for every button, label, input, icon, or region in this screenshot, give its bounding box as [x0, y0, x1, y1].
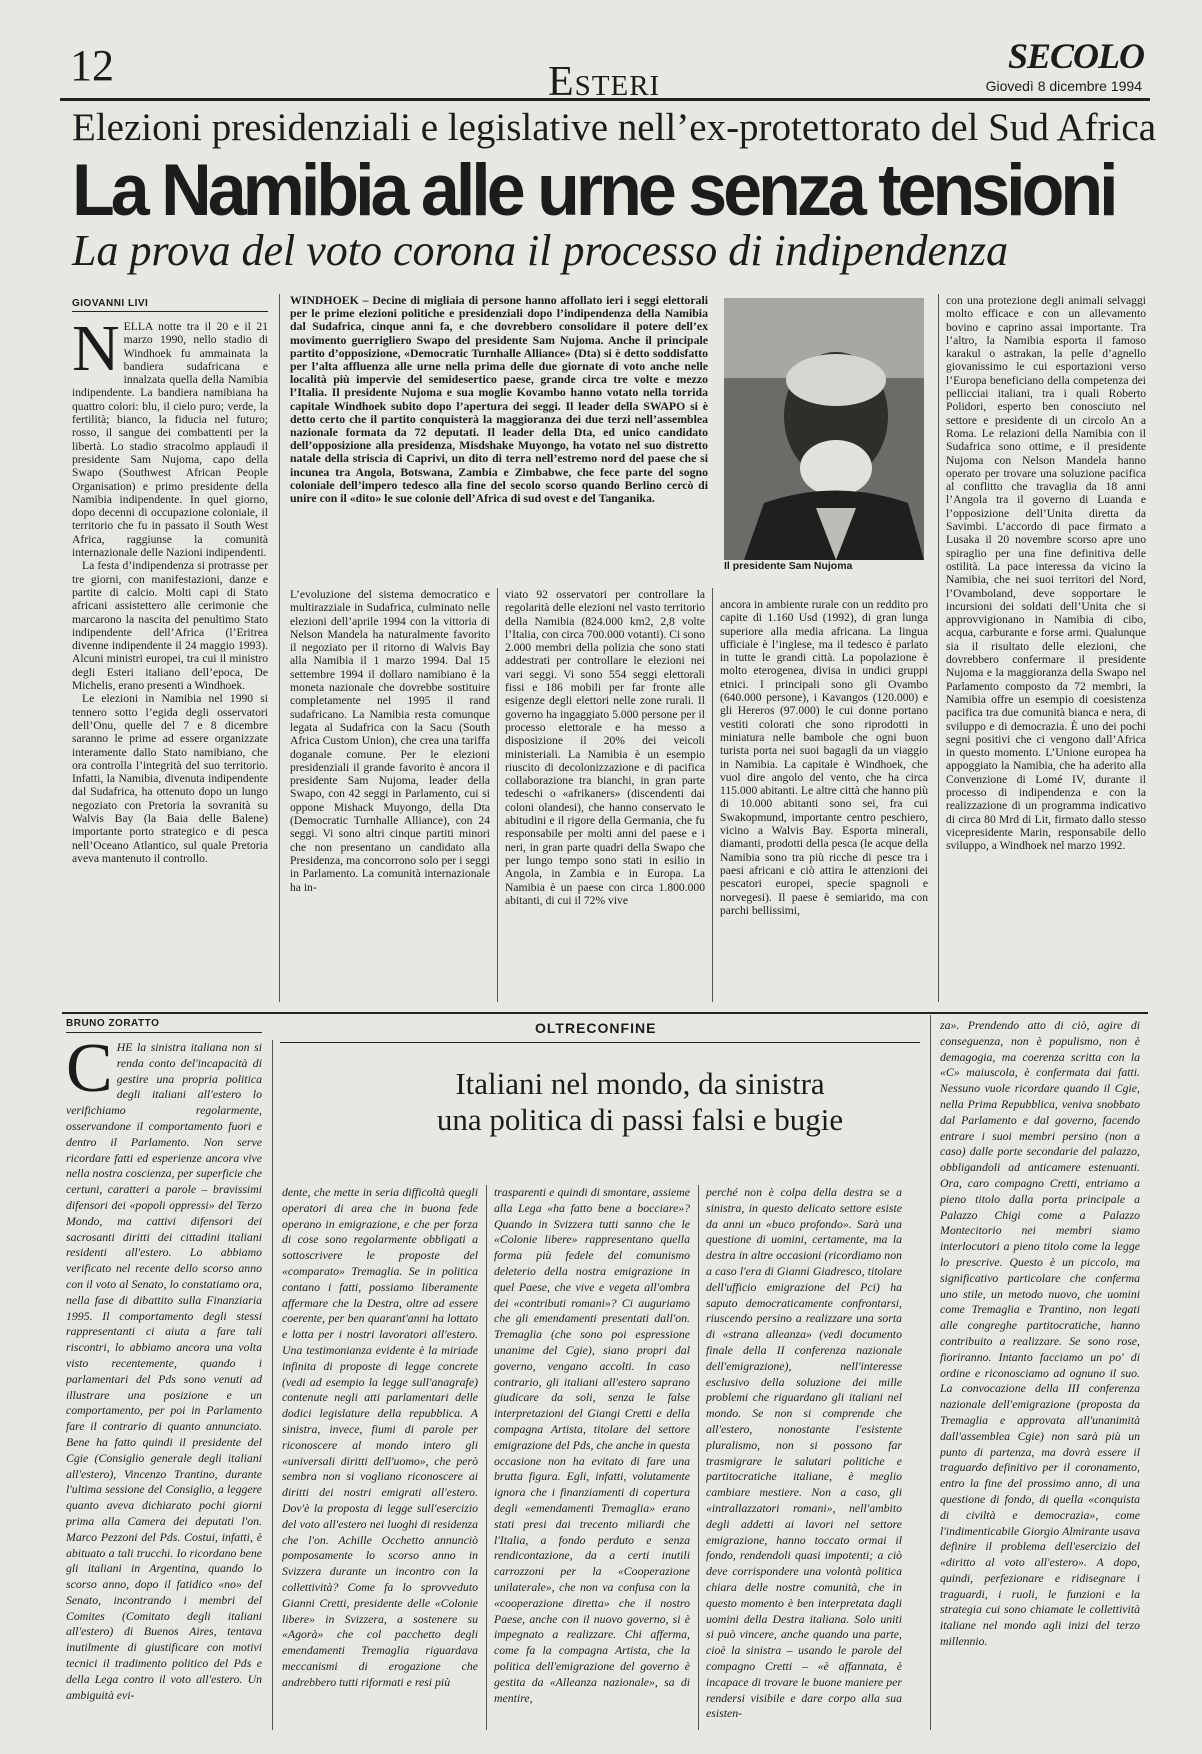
oltre-byline: BRUNO ZORATTO [66, 1018, 160, 1029]
newspaper-logo: SECOLO [1007, 36, 1144, 76]
article-byline: GIOVANNI LIVI [72, 298, 149, 309]
byline-rule [66, 1032, 262, 1033]
section-title: Esteri [548, 59, 661, 105]
column-divider [698, 1185, 699, 1730]
article-column-1 [72, 320, 268, 1020]
portrait-illustration [724, 298, 924, 560]
portrait-photo [724, 298, 924, 560]
oltre-paragraph: HE la sinistra italiana non si renda conto del'incapacità di gestire una propria politica degli italiani all'estero lo verifichiamo regolarmente, osservandone il comportamento fuori e dentro il Parlamento. Non serve ricordare fatti ed esperienze ancora vive nella nostra coscienza, per superficie che certuni, caratteri a parole – bravissimi difensori dei «popoli oppressi» del Terzo Mondo, ma cattivi difensori dei sacrosanti diritti dei cittadini italiani residenti all'estero. Lo abbiamo verificato nel recente dello scorso anno con il voto al Senato, lo constatiamo ora, nella fase di dibattito sulla Finanziaria 1995. Il comportamento degli stessi rappresentanti ci aiuta a fare tali riscontri, lo abbiamo ancora una volta visto recentemente, quando i parlamentari del Pds sono venuti ad illustrare una posizione e un comportamento, per poi in Parlamento fare il contrario di quanto annunciato. Bene ha fatto quindi il presidente del Cgie (Consiglio generale degli italiani all'estero), Vincenzo Trantino, durante l'ultima sessione del Consiglio, a leggere quanto aveva dichiarato pochi giorni prima alla Camera dei deputati l'on. Marco Pezzoni del Pds. Costui, infatti, è abituato a tali trucchi. Io ricordano bene gli italiani in Argentina, quando lo scorso anno, dopo il fatidico «no» del Senato, incontrando i membri del Comites (Comitato degli italiani all'estero) di Buenos Aires, tentava inutilmente di giustificare con motivi tecnici il tradimento politico del Pds e della Lega contro il voto all'estero. Un ambiguità evi- [66, 1040, 262, 1702]
oltre-column-4: perché non è colpa della destra se a sinistra, in questo delicato settore esiste da anni un «buco profondo». Sarà una questione di uomini, certamente, ma la destra in altre occasioni (ricordiamo non a caso l'era di Gianni Giadresco, titolare dell'ufficio emigrazione del Pci) ha saputo democraticamente confrontarsi, riuscendo persino a realizzare una sorta di «strana alleanza» (vedi documento finale della II conferenza nazionale dell'emigrazione), nell'interesse esclusivo della soluzione dei mille problemi che riguardano gli italiani nel mondo. Se non si comprende che all'estero, nonostante l'esistente pluralismo, non si possono far trasmigrare le salutari politiche e partitocratiche italiane, è meglio cambiare mestiere. Non a caso, gli «intrallazzatori romani», nell'ambito degli addetti ai lavori nel settore emigrazione, hanno toccato ormai il fondo, rendendoli quasi impotenti; a ciò deve corrispondere una volontà politica chiara delle nostre comunità, che in questo momento è ben interpretata dagli uomini della Destra italiana. Solo uniti si può vincere, anche quando una parte, cioè la sinistra – usando le parole del compagno Cretti – «è affannata, è incapace di trovare le buone maniere per rendersi visibile e dare corpo alla sua esisten- [706, 1185, 902, 1721]
article-column-3: viato 92 osservatori per controllare la regolarità delle elezioni nel vasto territorio della Namibia (824.000 km2, 2,8 volte l’Italia, con circa 700.000 votanti). Ci sono 2.000 membri della polizia che sono stati addestrati per controllare le elezioni nei vari seggi. Vi sono 554 seggi elettorali fissi e 186 mobili per far fronte alle esigenze degli elettori nelle zone rurali. Il governo ha ingaggiato 5.000 persone per il processo elettorale e ha messo a disposizione il 20% dei veicoli ministeriali. La Namibia è un esempio riuscito di decolonizzazione e di pacifica collaborazione tra bianchi, in gran parte tedeschi o «afrikaners» (discendenti dai coloni olandesi), che hanno conservato le abitudini e il rigore della Germania, che fu responsabile per molti anni del paese e i neri, in gran parte quadri della Swapo che per lungo tempo sono stati in esilio in Angola, in Zambia e in Europa. La Namibia è un paese con circa 1.800.000 abitanti, di cui il 72% vive [505, 588, 705, 907]
article-lead: WINDHOEK – Decine di migliaia di persone hanno affollato ieri i seggi elettorali per le prime elezioni politiche e presidenziali dopo l’indipendenza della Namibia dal Sudafrica, cinque anni fa, e che dovrebbero consolidare il potere dell’ex movimento guerrigliero Swapo del presidente Sam Nujoma. Anche il principale partito d’opposizione, «Democratic Turnhalle Alliance» (Dta) si è detto soddisfatto per l’alta affluenza alle urne nella prima delle due giornate di voto anche nelle località più impervie del semidesertico paese, grande circa tre volte e mezzo l’Italia. Il presidente Nujoma e sua moglie Kovambo hanno votato nella torrida capitale Windhoek subito dopo l’apertura dei seggi. Il leader della SWAPO si è detto certo che il partito conquisterà la maggioranza dei due terzi nell’assemblea nazionale formata da 72 deputati. Il leader della Dta, ed unico candidato dell’opposizione alla presidenza, Misdshake Muyongo, ha votato nel suo distretto natale della striscia di Caprivi, un dito di terra nell’estremo nord del paese che si incunea tra Angola, Botswana, Zambia e Zimbabwe, che fece parte del sogno coloniale dell’impero tedesco alla fine del secolo scorso quando Berlino cercò di unire con il «dito» le sue colonie dell’Africa di sud ovest e del Tanganika. [290, 294, 708, 506]
oltre-column-5: za». Prendendo atto di ciò, agire di conseguenza, non è populismo, non è demagogia, ma coerenza scritta con la «C» maiuscola, è confermata dai fatti. Nessuno vuole ricordare quando il Cgie, nella Prima Repubblica, veniva snobbato dal Parlamento e dal governo, facendo entrare i suoi membri persino (non a caso) dalle porte secondarie del palazzo, obbligandoli ad anticamere estenuanti. Ora, caro compagno Cretti, entriamo a pieno titolo dalla porta principale a Palazzo Chigi come a Palazzo Montecitorio nei membri siamo interlocutori a pieno titolo come la legge lo prescrive. Questo è un piccolo, ma significativo particolare che conferma uno stile, un metodo nuovo, che uomini come Tremaglia e Trantino, non legati alle congreghe partitocratiche, hanno contribuito a realizzare. Se sono rose, fioriranno. Intanto facciamo un po' di ordine e riconosciamo ad ognuno il suo. La convocazione della III conferenza nazionale dell'emigrazione (proposta da Tremaglia e approvata all'unanimità dall'assemblea Cgie) non sarà più un punto di partenza, ma dovrà essere il traguardo definitivo per il coronamento, entro la fine del prossimo anno, di una questione di fondo, di quella «conquista di civiltà e democrazia», come l'indimenticabile Giorgio Almirante usava definire il problema dell'esercizio del «diritto al voto all'estero». A dopo, quindi, perfezionare e ridisegnare i traguardi, i ruoli, le funzioni e la strategia cui sono chiamate le collettività italiane nel mondo agli inizi del terzo millennio. [940, 1018, 1140, 1649]
column-divider [486, 1185, 487, 1730]
article-dropcap: N [72, 320, 120, 385]
oltre-label-rule [280, 1042, 920, 1043]
article-subhead: La prova del voto corona il processo di indipendenza [72, 226, 1009, 275]
article-paragraph: ELLA notte tra il 20 e il 21 marzo 1990, nello stadio di Windhoek fu ammainata la bandiera sudafricana e innalzata quella della Namibia indipendente. La bandiera namibiana ha quattro colori: blu, il cielo puro; verde, la fertilità; bianco, la fiducia nel futuro; rosso, il sangue dei combattenti per la libertà. Lo stadio stracolmo applaudì il presidente Sam Nujoma, capo della Swapo (Southwest African People Organisation) e primo presidente della Namibia indipendente. In quel giorno, dopo decenni di occupazione coloniale, il territorio che fu in passato il South West Africa, raggiunse la comunità internazionale delle Nazioni indipendenti. [72, 320, 268, 560]
article-column-4: ancora in ambiente rurale con un reddito pro capite di 1.160 Usd (1992), di gran lunga superiore alla media africana. La lingua ufficiale è l’inglese, ma il tedesco è parlato in tutte le grandi città. La popolazione è molto eterogenea, divisa in undici gruppi etnici. I principali sono gli Ovambo (640.000 persone), i Kavangos (120.000) e gli Hereros (97.000) le cui donne portano vestiti colorati che sono riprodotti in miniatura nelle bambole che ogni buon turista porta nei suoi bagagli da un viaggio in Namibia. La capitale è Windhoek, che vuol dire angolo del vento, che ha circa 115.000 abitanti. Le altre città che hanno più di 10.000 abitanti sono sei, fra cui Swakopmund, importante centro peschiero, vicino a Walvis Bay. Esporta minerali, diamanti, prodotti della pesca (le acque della Namibia sono tra più ricche di pesce tra i paesi africani e ciò attira le attenzioni dei pescatori europei, specie spagnoli e norvegesi). Il paese è semiarido, ma con parchi bellissimi, [720, 598, 928, 917]
byline-rule [72, 311, 268, 312]
column-divider [497, 588, 498, 1002]
article-kicker: Elezioni presidenziali e legislative nell’ex-protettorato del Sud Africa [72, 106, 1157, 149]
column-divider [712, 588, 713, 1002]
article-paragraph: La festa d’indipendenza si protrasse per tre giorni, con manifestazioni, danze e partite di calcio. Molti capi di Stato africani assistettero alle cerimonie che marcarono la nascita del penultimo Stato indipendente dell’Africa (l’Eritrea divenne indipendente il 24 maggio 1993). Alcuni ministri europei, tra cui il ministro degli Esteri italiano dell’epoca, De Michelis, erano presenti a Windhoek. [72, 559, 268, 693]
oltre-column-2: dente, che mette in seria difficoltà quegli operatori di area che in buona fede operano in emigrazione, e che per forza di cose sono regolarmente obbligati a sottoscrivere le proposte del «comparato» Tremaglia. Se in politica contano i fatti, possiamo liberamente affermare che la Destra, oltre ad essere coerente, per ben quarant'anni ha lottato e lotta per i nostri lavoratori all'estero. Una testimonianza evidente è la miriade infinita di proposte di legge concrete (vedi ad esempio la legge sull'anagrafe) contenute negli atti parlamentari delle dodici legislature della repubblica. A sinistra, invece, fiumi di parole per riconoscere al mondo intero gli «universali diritti dell'uomo», che però sembra non si vogliano riconoscere ai diritti dei nostri emigrati all'estero. Dov'è la proposta di legge sull'esercizio del voto all'estero nei luoghi di residenza che l'on. Achille Occhetto annunciò pomposamente lo scorso anno in Svizzera durante un incontro con la collettività? Come fa lo sprovveduto Gianni Cretti, presidente delle «Colonie libere» in Svizzera, a sostenere su «Agorà» che col pacchetto degli emendamenti Tremaglia riguardava meccanismi di erogazione che andrebbero tutti riformati e resi più [282, 1185, 478, 1689]
masthead-rule [60, 98, 1150, 101]
article-column-2: L’evoluzione del sistema democratico e multirazziale in Sudafrica, culminato nelle elezioni dell’aprile 1994 con la vittoria di Nelson Mandela ha naturalmente favorito il negoziato per il ritorno di Walvis Bay alla Namibia il 1 marzo 1994. Dal 15 settembre 1994 il dollaro namibiano è la moneta nazionale che dovrebbe sostituire completamente nel 1995 il rand sudafricano. La Namibia resta comunque legata al Sudafrica con la Sacu (South Africa Custom Union), che crea una tariffa doganale comune. Per le elezioni presidenziali il grande favorito è ancora il presidente Sam Nujoma, leader della Swapo, con 42 seggi in Parlamento, cui si oppone Mishack Muyongo, della Dta (Democratic Turnhalle Alliance), con 24 seggi. Vi sono altri cinque partiti minori che non presentano un candidato alla Presidenza, ma concorrono solo per i seggi in Parlamento. La comunità internazionale ha in- [290, 588, 490, 894]
oltre-column-1 [66, 1040, 262, 1730]
page-number: 12 [70, 41, 114, 90]
oltre-title [360, 1066, 920, 1138]
issue-date: Giovedì 8 dicembre 1994 [985, 78, 1142, 94]
column-divider [272, 1040, 273, 1730]
column-divider [930, 1015, 931, 1730]
section-divider [62, 1012, 1148, 1014]
oltre-title-line-2: una politica di passi falsi e bugie [436, 1102, 844, 1137]
oltre-dropcap: C [66, 1040, 113, 1107]
article-headline: La Namibia alle urne senza tensioni [72, 149, 1115, 231]
photo-caption: Il presidente Sam Nujoma [724, 560, 853, 572]
column-divider [938, 294, 939, 1002]
article-paragraph: Le elezioni in Namibia nel 1990 si tennero sotto l’egida degli osservatori dell’Onu, quelle del 7 e 8 dicembre saranno le prime ad essere organizzate interamente dallo Stato namibiano, che ora controlla l’integrità del suo territorio. Infatti, la Namibia, divenuta indipendente dal Sudafrica, ha ottenuto dopo un lungo negoziato con Pretoria la sovranità su Walvis Bay (la Baia delle Balene) importante porto strategico e di pesca nell’Oceano Atlantico, sul quale Pretoria aveva mantenuto il controllo. [72, 692, 268, 865]
article-column-5: con una protezione degli animali selvaggi molto efficace e con un allevamento bovino e caprino assai importante. Tra l’altro, la Namibia esporta il famoso karakul o astrakan, la pelle d’agnello giovanissimo le cui esportazioni verso l’Europa beneficiano della competenza dei pellicciai italiani, tra i quali Roberto Polidori, esperto ben conosciuto nel settore e presidente di un circolo An a Roma. Le relazioni della Namibia con il Sudafrica sono ottime, e il presidente Nujoma con Nelson Mandela hanno operato per trovare una soluzione pacifica al conflitto che travaglia da 18 anni l’Angola tra il governo di Luanda e l’opposizione dell’Unita diretta da Savimbi. L’accordo di pace firmato a Lusaka il 20 novembre scorso apre uno spiraglio per una fine definitiva delle ostilità. La pace interessa da vicino la Namibia, che nei suoi territori del Nord, l’Ovamboland, deve sopportare le incursioni dei soldati dell’Unita che si approvvigionano in Namibia di cibo, acqua, carburante e forse armi. Qualunque sia il risultato delle elezioni, che dovrebbero confermare il presidente Nujoma e la maggioranza della Swapo nel Parlamento composto da 72 membri, la Namibia offre un esempio di coesistenza pacifica tra due comunità bianca e nera, di sviluppo e di democrazia. È uno dei pochi segni positivi che ci vengono dall’Africa in questo momento. L’Unione europea ha appoggiato la Namibia, che ha aderito alla Convenzione di Lomé IV, durante il processo di indipendenza e con la realizzazione di un programma indicativo di circa 80 Mrd di Lit, firmato dallo stesso vicepresidente Marin, responsabile dello sviluppo, a Windhoek nel marzo 1992. [946, 294, 1146, 853]
oltreconfine-label: OLTRECONFINE [535, 1020, 657, 1036]
column-divider [279, 294, 280, 1002]
oltre-title-line-1: Italiani nel mondo, da sinistra [455, 1066, 825, 1101]
oltre-column-3: trasparenti e quindi di smontare, assieme alla Lega «ha fatto bene a bocciare»? Quando in Svizzera tutti sanno che le «Colonie libere» rappresentano quella forma più fedele del comunismo deleterio della nostra emigrazione in quel Paese, che vive e vegeta all'ombra dei «contributi romani»? Ci auguriamo che gli emendamenti presentati dall'on. Tremaglia (che sono poi espressione unanime del Cgie), siano propri dal governo, vengano accolti. In caso contrario, gli italiani all'estero saprano giudicare da soli, senza le false interpretazioni del Giangi Cretti e della compagna Artista, titolare del settore emigrazione del Pds, che anche in questa occasione non ha evitato di fare una brutta figura. Egli, infatti, volutamente ignora che i finanziamenti di copertura degli «emendamenti Tremaglia» erano stati presi dai trecento miliardi che l'Italia, a fondo perduto e senza rendicontazione, da a certi inutili carrozzoni per la «Cooperazione unilaterale», che non va confusa con la «cooperazione diretta» che il nostro Paese, anche con il nuovo governo, si è impegnato a realizzare. Chi afferma, come fa la compagna Artista, che la politica dell'emigrazione del governo è gestita da «Alleanza nazionale», sa di mentire, [494, 1185, 690, 1705]
